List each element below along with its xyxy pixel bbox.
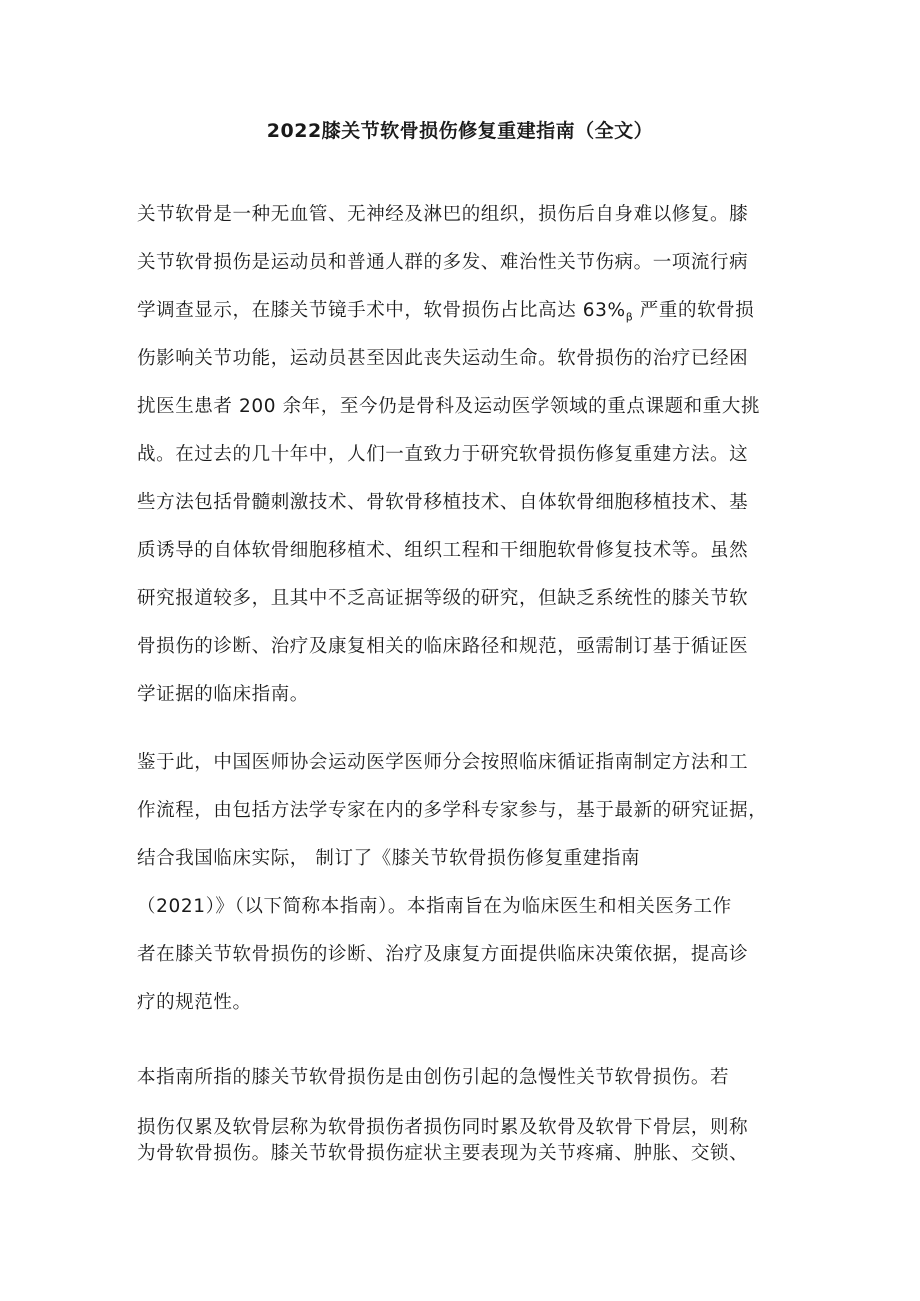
text-line: 损伤仅累及软骨层称为软骨损伤者损伤同时累及软骨及软骨下骨层，则称 [137,1117,749,1138]
text-line: 作流程，由包括方法学专家在内的多学科专家参与，基于最新的研究证据， [137,800,768,821]
text-line: 质诱导的自体软骨细胞移植术、组织工程和干细胞软骨修复技术等。虽然 [137,540,749,561]
text-line: 疗的规范性。 [137,992,252,1013]
text-line: 结合我国临床实际， 制订了《膝关节软骨损伤修复重建指南 [137,848,641,869]
document-title: 2022膝关节软骨损伤修复重建指南（全文） [266,120,654,142]
text-line: 学证据的临床指南。 [137,684,309,705]
text-line: 关节软骨损伤是运动员和普通人群的多发、难治性关节伤病。一项流行病 [137,252,749,273]
text-line: 关节软骨是一种无血管、无神经及淋巴的组织，损伤后自身难以修复。膝 [137,204,749,225]
text-line: 鉴于此，中国医师协会运动医学医师分会按照临床循证指南制定方法和工 [137,752,749,773]
text-line: 扰医生患者 200 余年，至今仍是骨科及运动医学领域的重点课题和重大挑 [137,396,761,417]
text-line: （2021）》（以下简称本指南）。本指南旨在为临床医生和相关医务工作 [137,896,732,917]
text-segment: 严重的软骨损 [633,300,755,321]
text-line: 战。在过去的几十年中，人们一直致力于研究软骨损伤修复重建方法。这 [137,444,749,465]
text-line: 为骨软骨损伤。膝关节软骨损伤症状主要表现为关节疼痛、肿胀、交锁、 [137,1143,749,1164]
subscript-mark: β [625,310,634,324]
text-line [137,296,754,324]
text-line: 研究报道较多，且其中不乏高证据等级的研究，但缺乏系统性的膝关节软 [137,588,749,609]
text-line: 些方法包括骨髓刺激技术、骨软骨移植技术、自体软骨细胞移植技术、基 [137,492,749,513]
text-line: 伤影响关节功能，运动员甚至因此丧失运动生命。软骨损伤的治疗已经困 [137,348,749,369]
text-line: 者在膝关节软骨损伤的诊断、治疗及康复方面提供临床决策依据，提高诊 [137,944,749,965]
text-line: 本指南所指的膝关节软骨损伤是由创伤引起的急慢性关节软骨损伤。若 [137,1067,730,1088]
text-segment: 学调查显示，在膝关节镜手术中，软骨损伤占比高达 63% [137,300,626,321]
text-line: 骨损伤的诊断、治疗及康复相关的临床路径和规范，亟需制订基于循证医 [137,636,749,657]
